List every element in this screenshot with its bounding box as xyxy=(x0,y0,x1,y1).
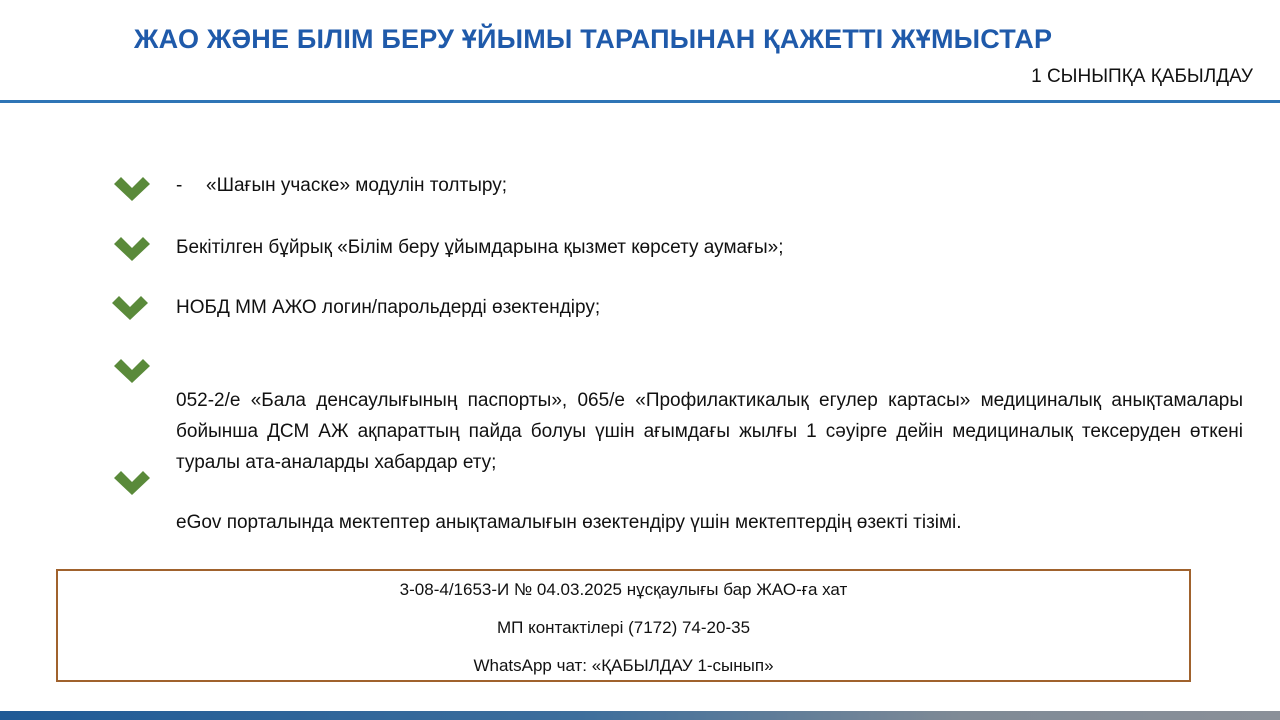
list-item-text: eGov порталында мектептер анықтамалығын өзектендіру үшін мектептердің өзекті тізімі. xyxy=(176,512,962,533)
list-item-text: «Шағын учаске» модулін толтыру; xyxy=(206,175,507,196)
page-title: ЖАО ЖӘНЕ БІЛІМ БЕРУ ҰЙЫМЫ ТАРАПЫНАН ҚАЖЕТТІ ЖҰМЫСТАР xyxy=(134,24,1053,54)
check-icon xyxy=(113,172,151,202)
info-contacts: МП контактілері (7172) 74-20-35 xyxy=(496,618,751,637)
info-box xyxy=(56,569,1191,682)
list-item-prefix: - xyxy=(176,175,183,196)
info-letter-reference: 3-08-4/1653-И № 04.03.2025 нұсқаулығы бар ЖАО-ға хат xyxy=(399,580,848,599)
footer-bar xyxy=(0,711,1280,720)
list-item xyxy=(176,507,962,538)
check-icon xyxy=(113,354,151,384)
check-icon xyxy=(113,232,151,262)
list-item xyxy=(176,385,1243,478)
info-whatsapp-chat: WhatsApp чат: «ҚАБЫЛДАУ 1-сынып» xyxy=(473,656,774,675)
list-item xyxy=(176,232,784,263)
check-icon xyxy=(111,291,149,321)
list-item-text: 052-2/е «Бала денсаулығының паспорты», 065/е «Профилактикалық егулер картасы» медициналық анықтамалары бойынша ДСМ АЖ ақпараттың пайда болуы үшін ағымдағы жылғы 1 сәуірге дейін медициналық тексеруден өткені туралы ата-аналарды хабардар ету; xyxy=(176,390,1243,473)
check-icon xyxy=(113,466,151,496)
list-item xyxy=(176,170,507,201)
list-item-text: Бекітілген бұйрық «Білім беру ұйымдарына қызмет көрсету аумағы»; xyxy=(176,237,784,258)
header-divider xyxy=(0,100,1280,103)
page-subtitle: 1 СЫНЫПҚА ҚАБЫЛДАУ xyxy=(1031,66,1253,87)
list-item-text: НОБД ММ АЖО логин/парольдерді өзектендіру; xyxy=(176,297,601,318)
list-item xyxy=(176,292,600,323)
